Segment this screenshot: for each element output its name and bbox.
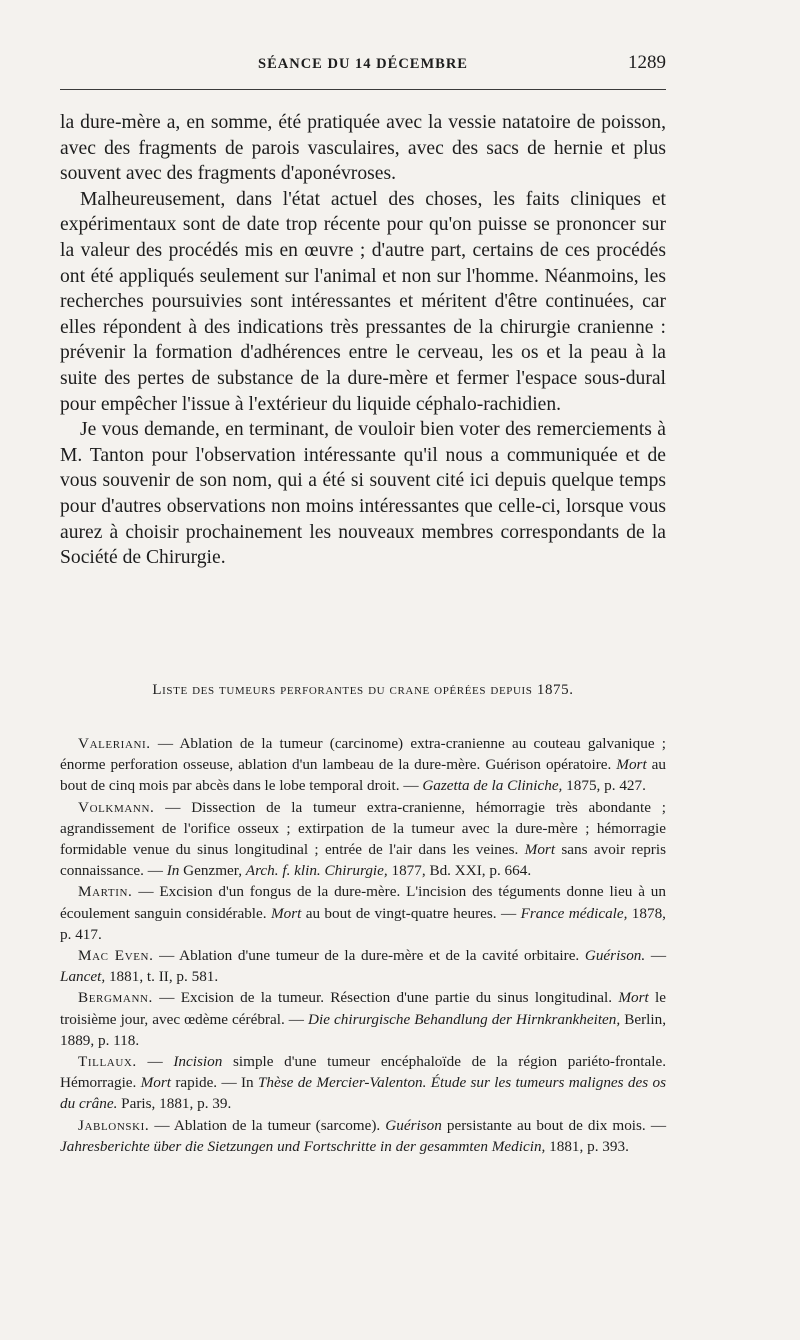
- header-rule: [60, 89, 666, 90]
- running-head: SÉANCE DU 14 DÉCEMBRE: [258, 56, 468, 72]
- case-entry: Tillaux. — Incision simple d'une tumeur encéphaloïde de la région pariéto-frontale. Hémorragie. Mort rapide. — In Thèse de Mercier-Valenton. Étude sur les tumeurs malignes des os du crâne. Paris, 1881, p. 39.: [60, 1053, 667, 1113]
- paragraph: Malheureusement, dans l'état actuel des choses, les faits cliniques et expérimentaux sont de date trop récente pour qu'on puisse se prononcer sur la valeur des procédés mis en œuvre ; d'autre part, certains de ces procédés ont été appliqués seulement sur l'animal et non sur l'homme. Néanmoins, les recherches poursuivies sont intéressantes et méritent d'être continuées, car elles répondent à des indications très pressantes de la chirurgie cranienne : prévenir la formation d'adhérences entre le cerveau, les os et la peau à la suite des pertes de substance de la dure-mère et fermer l'espace sous-dural pour empêcher l'issue à l'extérieur du liquide céphalo-rachidien.: [60, 188, 666, 415]
- tumor-case-list: [60, 733, 666, 1157]
- case-entry: Valeriani. — Ablation de la tumeur (carcinome) extra-cranienne au couteau galvanique ; énorme perforation osseuse, ablation d'un lambeau de la dure-mère. Guérison opératoire. Mort au bout de cinq mois par abcès dans le lobe temporal droit. — Gazetta de la Cliniche, 1875, p. 427.: [60, 735, 666, 795]
- case-entry: Jablonski. — Ablation de la tumeur (sarcome). Guérison persistante au bout de dix mois. — Jahresberichte über die Sietzungen und Fortschritte in der gesammten Medicin, 1881, p. 393.: [60, 1116, 667, 1155]
- list-title: Liste des tumeurs perforantes du crane opérées depuis 1875.: [152, 682, 574, 698]
- paragraph: la dure-mère a, en somme, été pratiquée avec la vessie natatoire de poisson, avec des fragments de parois vasculaires, avec des sacs de hernie et plus souvent avec des fragments d'aponévroses.: [60, 112, 666, 185]
- page-header: [60, 52, 666, 82]
- surgeon-name: Valeriani.: [78, 735, 151, 752]
- surgeon-name: Volkmann.: [78, 798, 155, 816]
- surgeon-name: Martin.: [78, 883, 133, 901]
- paragraph: Je vous demande, en terminant, de vouloir bien voter des remerciements à M. Tanton pour l'observation intéressante qu'il nous a communiquée et de vous souvenir de son nom, qui a été si souvent cité ici depuis quelque temps pour d'autres observations non moins intéressantes que celle-ci, lorsque vous aurez à choisir prochainement les nouveaux membres correspondants de la Société de Chirurgie.: [60, 419, 666, 569]
- case-entry: Martin. — Excision d'un fongus de la dure-mère. L'incision des téguments donne lieu à un écoulement sanguin considérable. Mort au bout de vingt-quatre heures. — France médicale, 1878, p. 417.: [60, 883, 666, 943]
- surgeon-name: Bergmann.: [78, 989, 153, 1007]
- page-number: 1289: [628, 52, 666, 73]
- case-entry: Volkmann. — Dissection de la tumeur extra-cranienne, hémorragie très abondante ; agrandissement de l'orifice osseux ; extirpation de la tumeur avec la dure-mère ; hémorragie formidable venue du sinus longitudinal ; entrée de l'air dans les veines. Mort sans avoir repris connaissance. — In Genzmer, Arch. f. klin. Chirurgie, 1877, Bd. XXI, p. 664.: [60, 798, 666, 880]
- body-text: [60, 110, 666, 571]
- surgeon-name: Mac Even.: [78, 947, 154, 965]
- case-entry: Bergmann. — Excision de la tumeur. Résection d'une partie du sinus longitudinal. Mort le troisième jour, avec œdème cérébral. — Die chirurgische Behandlung der Hirnkrankheiten, Berlin, 1889, p. 118.: [60, 989, 666, 1049]
- surgeon-name: Jablonski.: [78, 1116, 150, 1134]
- surgeon-name: Tillaux.: [78, 1053, 137, 1071]
- case-entry: Mac Even. — Ablation d'une tumeur de la dure-mère et de la cavité orbitaire. Guérison. — Lancet, 1881, t. II, p. 581.: [60, 947, 667, 986]
